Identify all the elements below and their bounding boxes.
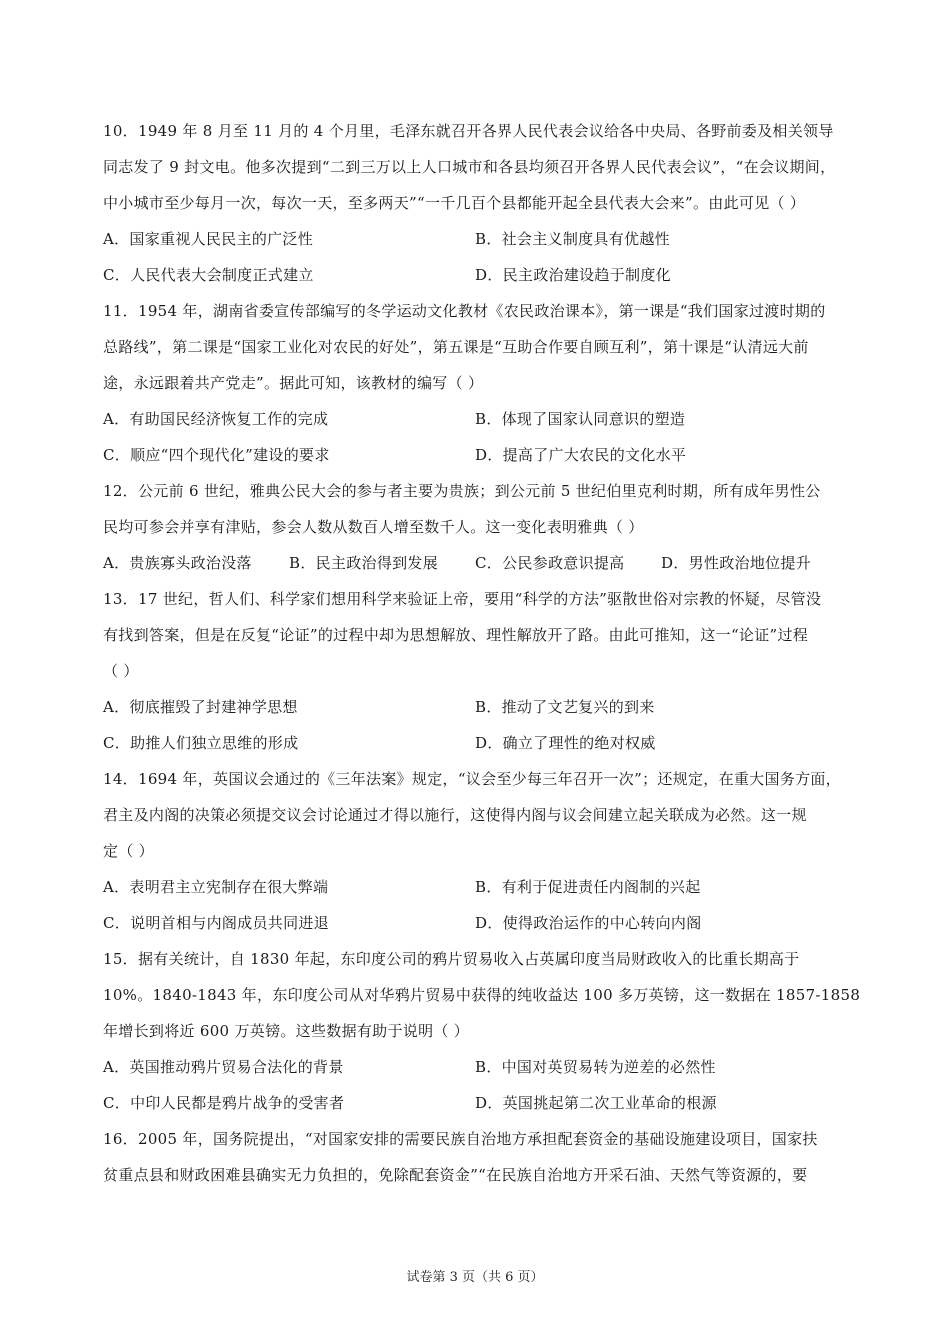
question-text-line: 11．1954 年，湖南省委宣传部编写的冬学运动文化教材《农民政治课本》，第一课是“我们国家过渡时期的 [103,302,826,320]
option-c[interactable]: C．中印人民都是鸦片战争的受害者 [103,1094,345,1112]
question-list [103,113,863,1193]
option-d[interactable]: D．使得政治运作的中心转向内阁 [475,914,702,932]
options-row [103,401,863,437]
options-row [103,1049,863,1085]
question-text-line: 途，永远跟着共产党走”。据此可知，该教材的编写（ ） [103,374,484,392]
question-text-line: 贫重点县和财政困难县确实无力负担的，免除配套资金”“在民族自治地方开采石油、天然气等资源的，要 [103,1166,808,1184]
option-d[interactable]: D．提高了广大农民的文化水平 [475,446,687,464]
question-text-line: 中小城市至少每月一次，每次一天，至多两天”“一千几百个县都能开起全县代表大会来”。由此可见（ ） [103,194,806,212]
option-a[interactable]: A．贵族寡头政治没落 [103,554,252,572]
option-b[interactable]: B．中国对英贸易转为逆差的必然性 [475,1058,716,1076]
options-row [103,1085,863,1121]
options-row [103,221,863,257]
option-c[interactable]: C．人民代表大会制度正式建立 [103,266,314,284]
option-c[interactable]: C．助推人们独立思维的形成 [103,734,299,752]
question-text-line: 15．据有关统计，自 1830 年起，东印度公司的鸦片贸易收入占英属印度当局财政收入的比重长期高于 [103,950,800,968]
option-d[interactable]: D．民主政治建设趋于制度化 [475,266,671,284]
option-a[interactable]: A．彻底摧毁了封建神学思想 [103,698,298,716]
question-text-line: 10．1949 年 8 月至 11 月的 4 个月里，毛泽东就召开各界人民代表会议给各中央局、各野前委及相关领导 [103,122,834,140]
question-text-line: 13．17 世纪，哲人们、科学家们想用科学来验证上帝，要用“科学的方法”驱散世俗对宗教的怀疑，尽管没 [103,590,822,608]
question-text-line: 君主及内阁的决策必须提交议会讨论通过才得以施行，这使得内阁与议会间建立起关联成为必然。这一规 [103,806,807,824]
question-text-line: 有找到答案，但是在反复“论证”的过程中却为思想解放、理性解放开了路。由此可推知，这一“论证”过程 [103,626,809,644]
options-row [103,905,863,941]
option-a[interactable]: A．国家重视人民民主的广泛性 [103,230,314,248]
option-c[interactable]: C．公民参政意识提高 [475,554,625,572]
question-text-line: 12．公元前 6 世纪，雅典公民大会的参与者主要为贵族；到公元前 5 世纪伯里克利时期，所有成年男性公 [103,482,821,500]
option-b[interactable]: B．推动了文艺复兴的到来 [475,698,655,716]
question-16 [103,1121,863,1193]
question-text-line: 10%。1840-1843 年，东印度公司从对华鸦片贸易中获得的纯收益达 100 多万英镑，这一数据在 1857-1858 [103,986,861,1004]
option-b[interactable]: B．体现了国家认同意识的塑造 [475,410,686,428]
question-15 [103,941,863,1121]
question-13 [103,581,863,761]
option-d[interactable]: D．确立了理性的绝对权威 [475,734,656,752]
option-d[interactable]: D．英国挑起第二次工业革命的根源 [475,1094,717,1112]
page-footer: 试卷第 3 页（共 6 页） [406,1270,544,1285]
question-14 [103,761,863,941]
option-a[interactable]: A．表明君主立宪制存在很大弊端 [103,878,329,896]
options-row [103,869,863,905]
question-text-line: 定（ ） [103,842,154,860]
option-a[interactable]: A．英国推动鸦片贸易合法化的背景 [103,1058,344,1076]
option-c[interactable]: C．说明首相与内阁成员共同进退 [103,914,329,932]
question-12 [103,473,863,581]
question-text-line: （ ） [103,662,139,680]
option-d[interactable]: D．男性政治地位提升 [661,554,812,572]
options-row [103,257,863,293]
question-text-line: 16．2005 年，国务院提出，“对国家安排的需要民族自治地方承担配套资金的基础设施建设项目，国家扶 [103,1130,818,1148]
question-text-line: 总路线”，第二课是“国家工业化对农民的好处”，第五课是“互助合作要自顾互利”，第十课是“认清远大前 [103,338,809,356]
options-row [103,689,863,725]
option-b[interactable]: B．有利于促进责任内阁制的兴起 [475,878,701,896]
question-10 [103,113,863,293]
question-11 [103,293,863,473]
options-row [103,725,863,761]
question-text-line: 民均可参会并享有津贴，参会人数从数百人增至数千人。这一变化表明雅典（ ） [103,518,644,536]
option-b[interactable]: B．社会主义制度具有优越性 [475,230,670,248]
option-a[interactable]: A．有助国民经济恢复工作的完成 [103,410,329,428]
question-text-line: 同志发了 9 封文电。他多次提到“二到三万以上人口城市和各县均须召开各界人民代表会议”，“在会议期间， [103,158,836,176]
question-text-line: 年增长到将近 600 万英镑。这些数据有助于说明（ ） [103,1022,470,1040]
options-row [103,545,863,581]
question-text-line: 14．1694 年，英国议会通过的《三年法案》规定，“议会至少每三年召开一次”；还规定，在重大国务方面， [103,770,841,788]
option-b[interactable]: B．民主政治得到发展 [289,554,439,572]
option-c[interactable]: C．顺应“四个现代化”建设的要求 [103,446,330,464]
options-row [103,437,863,473]
